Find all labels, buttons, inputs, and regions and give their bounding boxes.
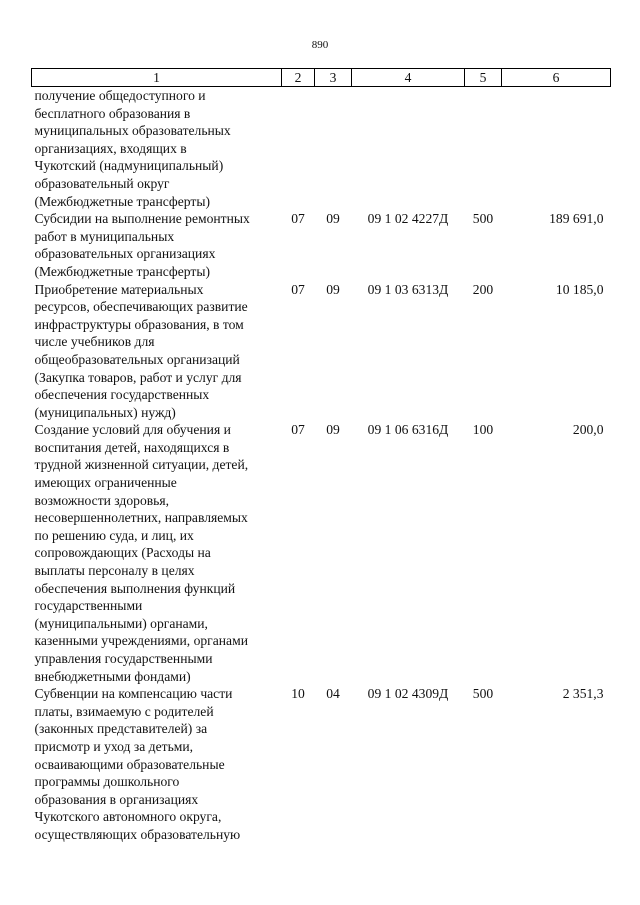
table-row [32, 87, 611, 211]
row-name-line: (Межбюджетные трансферты) [34, 193, 210, 209]
row-name-line: бесплатного образования в [34, 105, 191, 121]
row-name-line: (муниципальных) нужд) [34, 404, 176, 420]
table-row [32, 281, 611, 422]
row-name-line: образования в организациях [34, 791, 199, 807]
row-amount-cell: 10 185,0 [555, 281, 604, 297]
row-name-line: Создание условий для обучения и [34, 422, 231, 438]
row-name-line: по решению суда, и лиц, их [34, 527, 194, 543]
row-expense-type-cell [465, 87, 502, 211]
row-section-cell: 10 [291, 686, 305, 702]
row-amount-cell: 200,0 [572, 422, 604, 438]
row-name-line: образовательных организациях [34, 246, 216, 262]
row-name-line: сопровождающих (Расходы на [34, 545, 211, 561]
row-name-line: инфраструктуры образования, в том [34, 316, 244, 332]
row-name-line: Субвенции на компенсацию части [34, 686, 233, 702]
row-name-line: платы, взимаемую с родителей [34, 703, 214, 719]
row-name-line: ресурсов, обеспечивающих развитие [34, 299, 248, 315]
row-section-cell: 07 [291, 422, 305, 438]
row-name-line: Чукотского автономного округа, [34, 809, 222, 825]
row-name-line: казенными учреждениями, органами [34, 633, 248, 649]
row-amount-cell: 189 691,0 [549, 211, 604, 227]
row-name-cell [32, 421, 282, 685]
column-header-subsection: 3 [315, 69, 352, 87]
row-name-line: возможности здоровья, [34, 492, 170, 508]
row-name-cell [32, 210, 282, 280]
row-name-line: муниципальных образовательных [34, 123, 231, 139]
row-name-line: образовательный округ [34, 175, 170, 191]
row-name-line: воспитания детей, находящихся в [34, 439, 230, 455]
row-name-line: Чукотский (надмуниципальный) [34, 158, 224, 174]
row-target-cell: 09 1 02 4309Д [367, 686, 449, 702]
row-amount-cell [502, 87, 611, 211]
column-header-amount: 6 [502, 69, 611, 87]
row-name-line: (Закупка товаров, работ и услуг для [34, 369, 242, 385]
row-name-line: обеспечения выполнения функций [34, 580, 236, 596]
row-name-line: общеобразовательных организаций [34, 351, 240, 367]
row-expense-type-cell: 100 [472, 422, 494, 438]
row-name-line: Приобретение материальных [34, 281, 204, 297]
table-row [32, 421, 611, 685]
row-target-cell: 09 1 06 6316Д [367, 422, 449, 438]
row-target-cell: 09 1 03 6313Д [367, 281, 449, 297]
row-name-line: выплаты персоналу в целях [34, 563, 195, 579]
row-expense-type-cell: 200 [472, 281, 494, 297]
row-section-cell: 07 [291, 281, 305, 297]
row-name-line: (законных представителей) за [34, 721, 208, 737]
row-name-line: организациях, входящих в [34, 140, 187, 156]
row-amount-cell: 2 351,3 [562, 686, 604, 702]
row-name-line: Субсидии на выполнение ремонтных [34, 211, 250, 227]
table-row [32, 210, 611, 280]
column-header-name: 1 [32, 69, 282, 87]
row-expense-type-cell: 500 [472, 686, 494, 702]
row-name-cell [32, 281, 282, 422]
row-name-line: работ в муниципальных [34, 228, 175, 244]
row-name-line: обеспечения государственных [34, 387, 210, 403]
column-header-expense-type: 5 [465, 69, 502, 87]
row-subsection-cell: 09 [326, 281, 340, 297]
row-subsection-cell: 09 [326, 211, 340, 227]
row-name-line: имеющих ограниченные [34, 475, 177, 491]
row-target-cell: 09 1 02 4227Д [367, 211, 449, 227]
row-subsection-cell: 04 [326, 686, 340, 702]
row-name-line: получение общедоступного и [34, 88, 206, 103]
row-name-line: осуществляющих образовательную [34, 826, 241, 842]
row-subsection-cell: 09 [326, 422, 340, 438]
row-name-line: внебюджетными фондами) [34, 668, 191, 684]
row-name-line: несовершеннолетних, направляемых [34, 510, 248, 526]
column-header-target-article: 4 [352, 69, 465, 87]
row-subsection-cell [315, 87, 352, 211]
column-number-header-row [32, 69, 611, 87]
table-row [32, 685, 611, 843]
row-section-cell: 07 [291, 211, 305, 227]
row-name-line: управления государственными [34, 651, 213, 666]
row-name-line: числе учебников для [34, 334, 155, 350]
row-name-line: осваивающими образовательные [34, 756, 225, 772]
row-name-line: (муниципальными) органами, [34, 615, 208, 631]
row-name-line: трудной жизненной ситуации, детей, [34, 457, 249, 473]
row-name-line: программы дошкольного [34, 774, 180, 790]
row-section-cell [282, 87, 315, 211]
page-number: 890 [311, 39, 329, 51]
column-header-section: 2 [282, 69, 315, 87]
row-target-cell [352, 87, 465, 211]
row-expense-type-cell: 500 [472, 211, 494, 227]
row-name-line: (Межбюджетные трансферты) [34, 263, 210, 279]
row-name-line: присмотр и уход за детьми, [34, 738, 194, 754]
row-name-line: государственными [34, 598, 143, 614]
row-name-cell [32, 87, 282, 211]
budget-table [31, 68, 611, 844]
row-name-cell [32, 685, 282, 843]
